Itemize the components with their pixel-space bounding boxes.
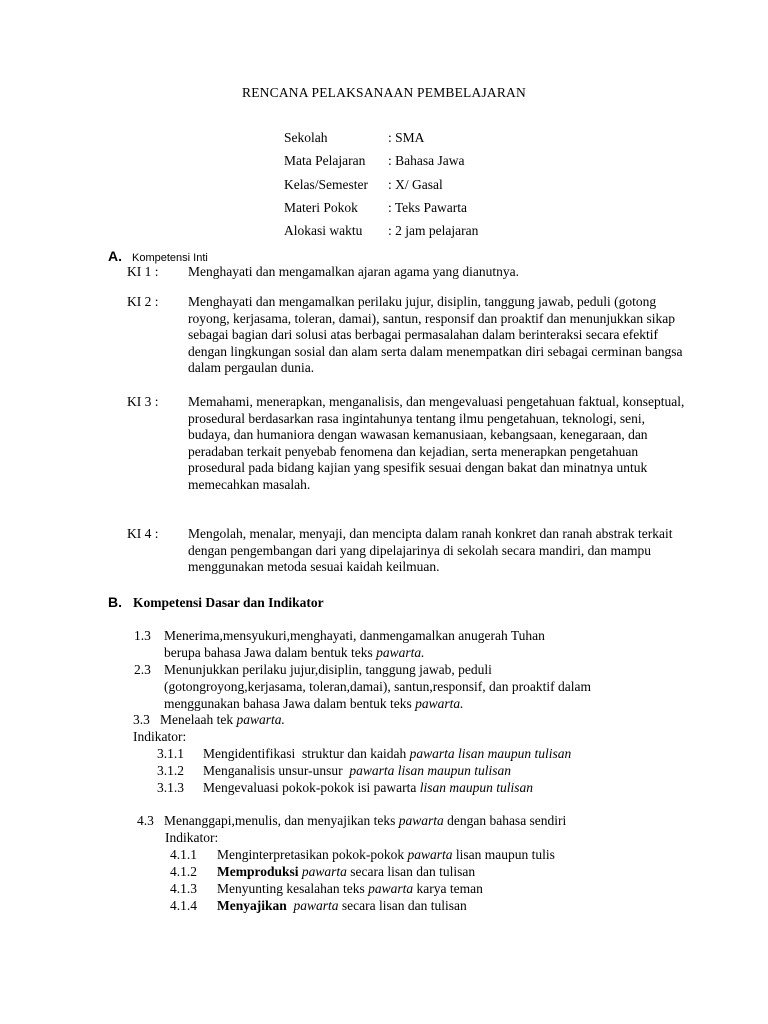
kd-italic: pawarta. [415,696,464,711]
indicator-text: Mengidentifikasi struktur dan kaidah [203,746,410,761]
indicator-italic: pawarta [368,881,414,896]
identity-value: : X/ Gasal [388,176,443,192]
section-a-heading [108,248,208,264]
section-b-heading [108,594,324,611]
section-a-letter: A. [108,248,122,264]
ki-label: KI 1 : [127,264,159,279]
identity-row-alokasi-waktu [284,223,478,246]
indikator-label: Indikator: [133,729,187,744]
ki-3 [127,394,687,493]
kd-4-3 [137,812,566,846]
ki-1 [127,264,687,281]
indicator-italic: pawarta lisan maupun tulisan [409,746,572,761]
indicator-text: Menginterpretasikan pokok-pokok [217,847,408,862]
kd-text: menggunakan bahasa Jawa dalam bentuk teks [164,696,416,711]
identity-label: Sekolah [284,130,328,145]
identity-table [284,130,478,246]
kd-italic: pawarta [398,813,444,828]
indicator-tail: lisan maupun tulis [452,847,555,862]
indicator-3-1-2 [157,762,511,779]
indicator-4-1-1 [170,846,555,863]
identity-label: Kelas/Semester [284,176,368,192]
identity-value: : Bahasa Jawa [388,153,465,169]
indicator-text: Menganalisis unsur-unsur [203,763,350,778]
ki-text: Menghayati dan mengamalkan perilaku jujur, disiplin, tanggung jawab, peduli (gotong royong, kerjasama, toleran, damai), santun, responsif dan proaktif dan menunjukkan sikap sebagai bagian dari solusi atas berbagai permasalahan dalam berinteraksi secara efektif dengan lingkungan sosial dan alam serta dalam menempatkan diri sebagai cerminan bangsa dalam pergaulan dunia. [188,294,683,375]
indicator-text: Mengevaluasi pokok-pokok isi pawarta [203,780,420,795]
kd-3-3 [133,711,285,745]
indicator-number: 4.1.3 [170,881,197,896]
kd-italic: pawarta. [236,712,285,727]
kd-number: 4.3 [137,813,154,828]
identity-value: : SMA [388,130,425,145]
kd-text: (gotongroyong,kerjasama, toleran,damai), santun,responsif, dan proaktif dalam [164,679,591,694]
indikator-label: Indikator: [165,830,219,845]
indicator-number: 4.1.1 [170,847,197,862]
identity-label: Mata Pelajaran [284,153,366,169]
ki-text: Mengolah, menalar, menyaji, dan mencipta dalam ranah konkret dan ranah abstrak terkait dengan pengembangan dari yang dipelajarinya di sekolah secara mandiri, dan mampu menggunakan metoda sesuai kaidah keilmuan. [188,526,673,574]
indicator-text [287,897,294,914]
identity-row-mata-pelajaran [284,153,478,176]
section-a-title: Kompetensi Inti [132,252,208,264]
indicator-italic: pawarta lisan maupun tulisan [349,763,511,778]
indicator-tail: karya teman [413,881,483,896]
indicator-number: 4.1.4 [170,898,197,913]
indicator-text: Menyunting kesalahan teks [217,881,369,896]
indicator-tail: secara lisan dan tulisan [346,864,476,879]
identity-row-materi-pokok [284,200,478,223]
indicator-bold: Menyajikan [217,898,287,913]
identity-row-sekolah [284,130,478,153]
indicator-number: 3.1.2 [157,763,184,778]
indicator-number: 3.1.3 [157,780,184,795]
section-b-letter: B. [108,594,122,610]
identity-row-kelas-semester [284,177,478,200]
ki-text: Menghayati dan mengamalkan ajaran agama yang dianutnya. [188,264,519,279]
indicator-italic: pawarta [301,864,347,879]
indicator-tail: secara lisan dan tulisan [338,898,467,913]
indicator-3-1-1 [157,745,571,762]
kd-text: berupa bahasa Jawa dalam bentuk teks [164,645,377,660]
indicator-number: 4.1.2 [170,864,197,879]
kd-text: dengan bahasa sendiri [443,813,567,828]
indicator-italic: pawarta [293,898,339,913]
ki-2 [127,294,687,377]
indicator-italic: pawarta [407,847,453,862]
identity-value: : 2 jam pelajaran [388,223,479,239]
kd-number: 3.3 [133,712,150,727]
identity-label: Materi Pokok [284,199,358,215]
section-b-title: Kompetensi Dasar dan Indikator [133,595,324,610]
indicator-3-1-3 [157,779,533,796]
indicator-4-1-2 [170,863,475,880]
ki-label: KI 3 : [127,394,159,409]
ki-4 [127,526,687,576]
kd-italic: pawarta. [376,645,425,660]
document-title: RENCANA PELAKSANAAN PEMBELAJARAN [242,85,526,100]
indicator-bold: Memproduksi [217,864,299,879]
kd-number: 1.3 [134,628,151,643]
kd-text: Menunjukkan perilaku jujur,disiplin, tanggung jawab, peduli [164,662,492,677]
ki-label: KI 4 : [127,526,159,541]
ki-label: KI 2 : [127,294,159,309]
kd-text: Menanggapi,menulis, dan menyajikan teks [164,813,399,828]
kd-number: 2.3 [134,662,151,677]
kd-text: Menerima,mensyukuri,menghayati, danmengamalkan anugerah Tuhan [164,628,545,643]
kd-1-3 [134,627,545,661]
ki-text: Memahami, menerapkan, menganalisis, dan mengevaluasi pengetahuan faktual, konseptual, prosedural berdasarkan rasa ingintahunya tentang ilmu pengetahuan, teknologi, seni, budaya, dan humaniora dengan wawasan kemanusiaan, kebangsaan, kenegaraan, dan peradaban terkait penyebab fenomena dan kejadian, serta menerapkan pengetahuan prosedural pada bidang kajian yang spesifik sesuai dengan bakat dan minatnya untuk memecahkan masalah. [188,394,685,492]
indicator-italic: lisan maupun tulisan [419,780,533,795]
indicator-4-1-3 [170,880,483,897]
kd-2-3 [134,661,591,712]
indicator-4-1-4 [170,897,467,914]
identity-value: : Teks Pawarta [388,199,468,215]
identity-label: Alokasi waktu [284,223,363,239]
indicator-number: 3.1.1 [157,746,184,761]
kd-text: Menelaah tek [160,712,237,727]
